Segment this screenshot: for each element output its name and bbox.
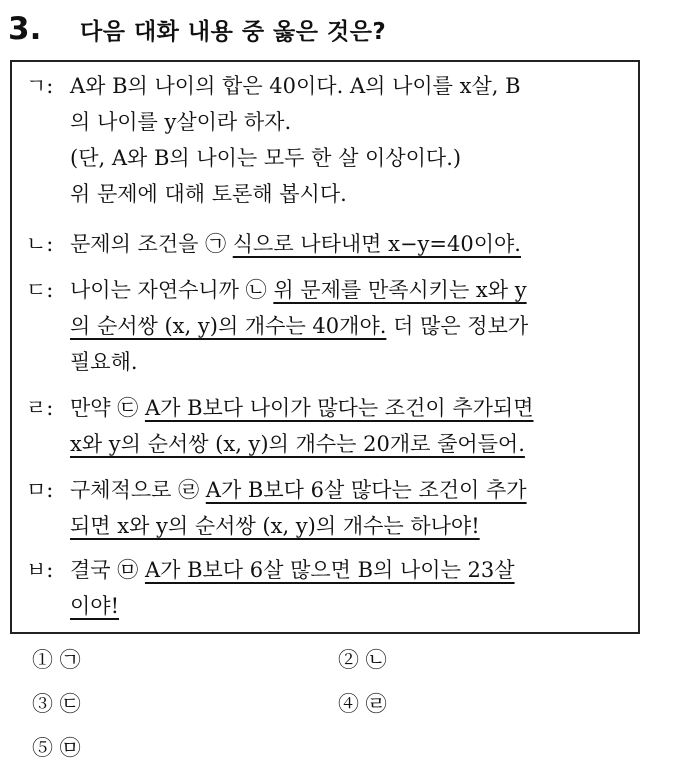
statement-m-underlined-1: A가 B보다 6살 많다는 조건이 추가 [205, 478, 527, 502]
question-number: 3. [8, 11, 42, 47]
statement-r-marker: ㄹ: [26, 396, 54, 420]
statement-n-text: 문제의 조건을 ㉠ [70, 232, 233, 256]
statement-r-underlined-1: A가 B보다 나이가 많다는 조건이 추가되면 [144, 396, 534, 420]
statement-d-underlined-1: 위 문제를 만족시키는 x와 y [273, 278, 527, 302]
statement-d-text-3: 필요해. [70, 350, 138, 374]
choice-4[interactable]: ④ ㉣ [338, 692, 387, 716]
statement-g-marker: ㄱ: [26, 74, 54, 98]
statement-d-marker: ㄷ: [26, 278, 54, 302]
statement-b-text: 결국 ㉤ [70, 558, 145, 582]
statement-b-underlined-2: 이야! [70, 594, 120, 618]
statement-g-line-1: A와 B의 나이의 합은 40이다. A의 나이를 x살, B [70, 74, 521, 98]
statement-n-underlined: 식으로 나타내면 x−y=40이야. [232, 232, 521, 256]
choice-1[interactable]: ① ㉠ [32, 648, 81, 672]
question-title: 다음 대화 내용 중 옳은 것은? [80, 18, 387, 45]
statement-r-underlined-2: x와 y의 순서쌍 (x, y)의 개수는 20개로 줄어들어. [70, 432, 525, 456]
choice-2[interactable]: ② ㉡ [338, 648, 387, 672]
statement-g-line-3: (단, A와 B의 나이는 모두 한 살 이상이다.) [70, 146, 462, 170]
statement-g-line-2: 의 나이를 y살이라 하자. [70, 110, 292, 134]
statement-m-marker: ㅁ: [26, 478, 54, 502]
statement-d-text-2: 더 많은 정보가 [386, 314, 529, 338]
statement-d-text: 나이는 자연수니까 ㉡ [70, 278, 274, 302]
statement-n-marker: ㄴ: [26, 232, 54, 256]
answer-choices [32, 640, 652, 770]
statement-g-line-4: 위 문제에 대해 토론해 봅시다. [70, 182, 347, 206]
statement-b-underlined-1: A가 B보다 6살 많으면 B의 나이는 23살 [144, 558, 515, 582]
statement-b-marker: ㅂ: [26, 558, 54, 582]
statement-r-text: 만약 ㉢ [70, 396, 145, 420]
passage-box [10, 60, 640, 634]
statement-d-underlined-2: 의 순서쌍 (x, y)의 개수는 40개야. [70, 314, 387, 338]
choice-5[interactable]: ⑤ ㉤ [32, 736, 81, 760]
choice-3[interactable]: ③ ㉢ [32, 692, 81, 716]
statement-m-text: 구체적으로 ㉣ [70, 478, 206, 502]
statement-m-underlined-2: 되면 x와 y의 순서쌍 (x, y)의 개수는 하나야! [70, 514, 480, 538]
question-header [8, 6, 386, 52]
